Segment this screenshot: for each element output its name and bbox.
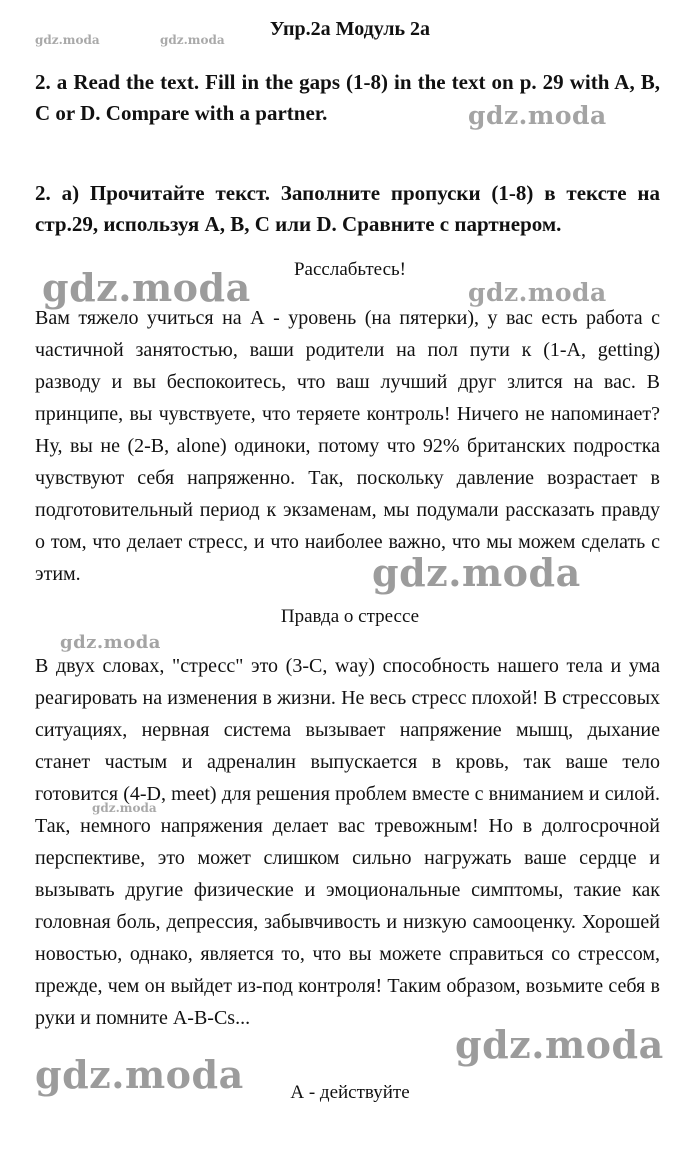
watermark-large: gdz.moda	[35, 1052, 244, 1097]
watermark-large: gdz.moda	[455, 1022, 664, 1067]
section-title: Правда о стрессе	[280, 606, 420, 627]
watermark-medium: gdz.moda	[468, 101, 607, 130]
article-paragraph-2: В двух словах, "стресс" это (3-С, way) способность нашего тела и ума реагировать на изменения в жизни. Не весь стресс плохой! В стрессовых ситуациях, нервная система вызывает напряжение мышц, дыхание станет частым и адреналин выпускается в кровь, так ваше тело готовится (4-D, meet) для решения проблем вместе с вниманием и силой. Так, немного напряжения делает вас тревожным! Но в долгосрочной перспективе, это может слишком сильно нагружать ваше сердце и вызывать другие физические и эмоциональные симптомы, такие как головная боль, депрессия, забывчивость и низкую самооценку. Хорошей новостью, однако, является то, что вы можете справиться со стрессом, прежде, чем он выйдет из-под контроля! Таким образом, возьмите себя в руки и помните A-B-Cs...	[35, 655, 660, 1029]
watermark-small: gdz.moda	[160, 33, 225, 47]
watermark-medium: gdz.moda	[468, 278, 607, 307]
task-english: 2. a Read the text. Fill in the gaps (1-8) in the text on p. 29 with A, B, C or D. Compare with a partner.	[35, 70, 660, 125]
article-title: Расслабьтесь!	[293, 259, 407, 280]
article-paragraph-1: Вам тяжело учиться на А - уровень (на пятерки), у вас есть работа с частичной занятостью, ваши родители на пол пути к (1-A, getting) разводу и вы беспокоитесь, что ваш лучший друг злится на вас. В принципе, вы чувствуете, что теряете контроль! Ничего не напоминает? Ну, вы не (2-B, alone) одиноки, потому что 92% британских подростка чувствуют себя напряженно. Так, поскольку давление возрастает в подготовительный период к экзаменам, мы подумали рассказать правду о том, что делает стресс, и что наиболее важно, что мы можем сделать с этим.	[35, 307, 660, 585]
page-title: Упр.2а Модуль 2а	[269, 18, 431, 40]
subsection-title: А - действуйте	[290, 1082, 410, 1103]
watermark-medium: gdz.moda	[60, 632, 161, 653]
watermark-large: gdz.moda	[42, 265, 251, 310]
watermark-small: gdz.moda	[92, 801, 157, 815]
watermark-large: gdz.moda	[372, 550, 581, 595]
watermark-small: gdz.moda	[35, 33, 100, 47]
task-russian: 2. а) Прочитайте текст. Заполните пропуски (1-8) в тексте на стр.29, используя A, B, C или D. Сравните с партнером.	[35, 181, 660, 236]
